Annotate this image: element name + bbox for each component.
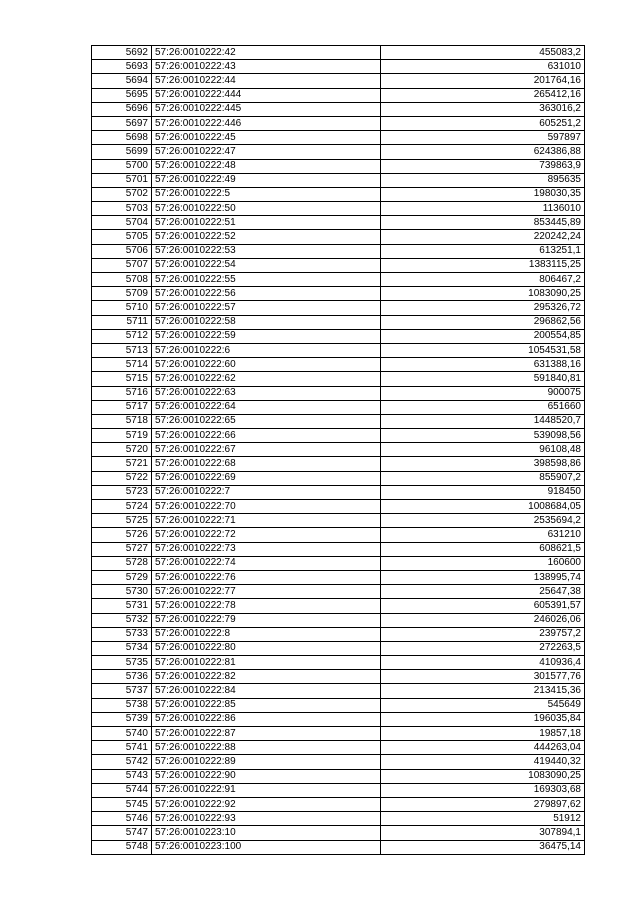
- cadastral-value-cell: 1383115,25: [381, 258, 585, 272]
- row-number-cell: 5730: [92, 585, 152, 599]
- table-row: [92, 741, 585, 755]
- table-row: [92, 812, 585, 826]
- table-row: [92, 88, 585, 102]
- cadastral-number-cell: 57:26:0010222:77: [152, 585, 381, 599]
- row-number-cell: 5738: [92, 698, 152, 712]
- cadastral-value-cell: 307894,1: [381, 826, 585, 840]
- row-number-cell: 5694: [92, 74, 152, 88]
- row-number-cell: 5737: [92, 684, 152, 698]
- table-row: [92, 131, 585, 145]
- cadastral-number-cell: 57:26:0010222:73: [152, 542, 381, 556]
- cadastral-number-cell: 57:26:0010222:54: [152, 258, 381, 272]
- row-number-cell: 5745: [92, 797, 152, 811]
- row-number-cell: 5726: [92, 528, 152, 542]
- table-row: [92, 627, 585, 641]
- cadastral-value-cell: 605391,57: [381, 599, 585, 613]
- row-number-cell: 5714: [92, 358, 152, 372]
- row-number-cell: 5735: [92, 656, 152, 670]
- cadastral-value-cell: 1008684,05: [381, 500, 585, 514]
- cadastral-value-cell: 160600: [381, 556, 585, 570]
- row-number-cell: 5747: [92, 826, 152, 840]
- row-number-cell: 5705: [92, 230, 152, 244]
- table-row: [92, 599, 585, 613]
- cadastral-number-cell: 57:26:0010222:63: [152, 386, 381, 400]
- cadastral-number-cell: 57:26:0010222:60: [152, 358, 381, 372]
- row-number-cell: 5727: [92, 542, 152, 556]
- table-row: [92, 273, 585, 287]
- cadastral-value-cell: 272263,5: [381, 641, 585, 655]
- table-row: [92, 202, 585, 216]
- row-number-cell: 5721: [92, 457, 152, 471]
- cadastral-number-cell: 57:26:0010222:6: [152, 343, 381, 357]
- cadastral-value-cell: 631010: [381, 60, 585, 74]
- row-number-cell: 5697: [92, 116, 152, 130]
- cadastral-value-cell: 200554,85: [381, 329, 585, 343]
- row-number-cell: 5734: [92, 641, 152, 655]
- cadastral-number-cell: 57:26:0010222:87: [152, 727, 381, 741]
- row-number-cell: 5736: [92, 670, 152, 684]
- row-number-cell: 5740: [92, 727, 152, 741]
- table-row: [92, 570, 585, 584]
- row-number-cell: 5696: [92, 102, 152, 116]
- cadastral-number-cell: 57:26:0010222:44: [152, 74, 381, 88]
- cadastral-number-cell: 57:26:0010222:7: [152, 485, 381, 499]
- cadastral-number-cell: 57:26:0010222:53: [152, 244, 381, 258]
- cadastral-value-cell: 591840,81: [381, 372, 585, 386]
- cadastral-value-cell: 279897,62: [381, 797, 585, 811]
- row-number-cell: 5732: [92, 613, 152, 627]
- table-row: [92, 102, 585, 116]
- row-number-cell: 5716: [92, 386, 152, 400]
- cadastral-number-cell: 57:26:0010222:79: [152, 613, 381, 627]
- cadastral-number-cell: 57:26:0010222:49: [152, 173, 381, 187]
- cadastral-number-cell: 57:26:0010222:45: [152, 131, 381, 145]
- cadastral-number-cell: 57:26:0010222:64: [152, 400, 381, 414]
- table-row: [92, 613, 585, 627]
- table-row: [92, 727, 585, 741]
- table-row: [92, 797, 585, 811]
- cadastral-number-cell: 57:26:0010222:72: [152, 528, 381, 542]
- cadastral-value-cell: 169303,68: [381, 783, 585, 797]
- row-number-cell: 5720: [92, 443, 152, 457]
- cadastral-value-cell: 597897: [381, 131, 585, 145]
- cadastral-number-cell: 57:26:0010222:5: [152, 187, 381, 201]
- cadastral-value-cell: 806467,2: [381, 273, 585, 287]
- cadastral-value-cell: 545649: [381, 698, 585, 712]
- cadastral-value-cell: 613251,1: [381, 244, 585, 258]
- cadastral-value-cell: 246026,06: [381, 613, 585, 627]
- row-number-cell: 5744: [92, 783, 152, 797]
- table-body: [92, 46, 585, 855]
- row-number-cell: 5717: [92, 400, 152, 414]
- row-number-cell: 5742: [92, 755, 152, 769]
- table-row: [92, 386, 585, 400]
- row-number-cell: 5728: [92, 556, 152, 570]
- table-row: [92, 173, 585, 187]
- cadastral-number-cell: 57:26:0010222:85: [152, 698, 381, 712]
- cadastral-value-cell: 265412,16: [381, 88, 585, 102]
- row-number-cell: 5711: [92, 315, 152, 329]
- table-row: [92, 216, 585, 230]
- table-row: [92, 258, 585, 272]
- cadastral-value-cell: 900075: [381, 386, 585, 400]
- cadastral-number-cell: 57:26:0010222:69: [152, 471, 381, 485]
- cadastral-value-cell: 213415,36: [381, 684, 585, 698]
- cadastral-value-cell: 539098,56: [381, 429, 585, 443]
- table-row: [92, 769, 585, 783]
- cadastral-value-cell: 855907,2: [381, 471, 585, 485]
- row-number-cell: 5702: [92, 187, 152, 201]
- cadastral-number-cell: 57:26:0010222:93: [152, 812, 381, 826]
- row-number-cell: 5695: [92, 88, 152, 102]
- table-row: [92, 684, 585, 698]
- row-number-cell: 5699: [92, 145, 152, 159]
- cadastral-value-cell: 220242,24: [381, 230, 585, 244]
- row-number-cell: 5693: [92, 60, 152, 74]
- cadastral-number-cell: 57:26:0010222:444: [152, 88, 381, 102]
- table-row: [92, 514, 585, 528]
- row-number-cell: 5704: [92, 216, 152, 230]
- cadastral-number-cell: 57:26:0010222:59: [152, 329, 381, 343]
- cadastral-value-cell: 96108,48: [381, 443, 585, 457]
- cadastral-number-cell: 57:26:0010222:52: [152, 230, 381, 244]
- table-row: [92, 656, 585, 670]
- table-row: [92, 343, 585, 357]
- cadastral-value-cell: 51912: [381, 812, 585, 826]
- table-row: [92, 585, 585, 599]
- cadastral-value-cell: 918450: [381, 485, 585, 499]
- row-number-cell: 5701: [92, 173, 152, 187]
- table-row: [92, 46, 585, 60]
- cadastral-number-cell: 57:26:0010222:71: [152, 514, 381, 528]
- row-number-cell: 5703: [92, 202, 152, 216]
- row-number-cell: 5729: [92, 570, 152, 584]
- row-number-cell: 5698: [92, 131, 152, 145]
- row-number-cell: 5719: [92, 429, 152, 443]
- table-row: [92, 145, 585, 159]
- row-number-cell: 5731: [92, 599, 152, 613]
- table-row: [92, 670, 585, 684]
- table-row: [92, 60, 585, 74]
- cadastral-value-cell: 296862,56: [381, 315, 585, 329]
- row-number-cell: 5725: [92, 514, 152, 528]
- cadastral-value-cell: 853445,89: [381, 216, 585, 230]
- cadastral-number-cell: 57:26:0010222:67: [152, 443, 381, 457]
- cadastral-number-cell: 57:26:0010222:82: [152, 670, 381, 684]
- cadastral-number-cell: 57:26:0010222:43: [152, 60, 381, 74]
- cadastral-number-cell: 57:26:0010222:88: [152, 741, 381, 755]
- table-row: [92, 301, 585, 315]
- cadastral-value-cell: 1136010: [381, 202, 585, 216]
- cadastral-number-cell: 57:26:0010222:68: [152, 457, 381, 471]
- row-number-cell: 5739: [92, 712, 152, 726]
- row-number-cell: 5692: [92, 46, 152, 60]
- row-number-cell: 5707: [92, 258, 152, 272]
- table-row: [92, 556, 585, 570]
- cadastral-value-cell: 198030,35: [381, 187, 585, 201]
- row-number-cell: 5710: [92, 301, 152, 315]
- row-number-cell: 5712: [92, 329, 152, 343]
- cadastral-value-cell: 36475,14: [381, 840, 585, 854]
- cadastral-value-cell: 1054531,58: [381, 343, 585, 357]
- cadastral-number-cell: 57:26:0010222:74: [152, 556, 381, 570]
- cadastral-value-cell: 624386,88: [381, 145, 585, 159]
- cadastral-value-cell: 295326,72: [381, 301, 585, 315]
- table-row: [92, 528, 585, 542]
- row-number-cell: 5733: [92, 627, 152, 641]
- row-number-cell: 5709: [92, 287, 152, 301]
- cadastral-value-cell: 1083090,25: [381, 287, 585, 301]
- cadastral-value-cell: 455083,2: [381, 46, 585, 60]
- table-row: [92, 187, 585, 201]
- row-number-cell: 5715: [92, 372, 152, 386]
- row-number-cell: 5724: [92, 500, 152, 514]
- cadastral-number-cell: 57:26:0010222:47: [152, 145, 381, 159]
- cadastral-number-cell: 57:26:0010222:62: [152, 372, 381, 386]
- table-row: [92, 485, 585, 499]
- cadastral-number-cell: 57:26:0010222:57: [152, 301, 381, 315]
- cadastral-number-cell: 57:26:0010223:100: [152, 840, 381, 854]
- cadastral-number-cell: 57:26:0010222:50: [152, 202, 381, 216]
- cadastral-number-cell: 57:26:0010222:92: [152, 797, 381, 811]
- cadastral-value-cell: 25647,38: [381, 585, 585, 599]
- cadastral-number-cell: 57:26:0010222:90: [152, 769, 381, 783]
- table-row: [92, 159, 585, 173]
- row-number-cell: 5723: [92, 485, 152, 499]
- cadastral-number-cell: 57:26:0010222:78: [152, 599, 381, 613]
- table-row: [92, 457, 585, 471]
- cadastral-number-cell: 57:26:0010223:10: [152, 826, 381, 840]
- row-number-cell: 5713: [92, 343, 152, 357]
- cadastral-number-cell: 57:26:0010222:42: [152, 46, 381, 60]
- cadastral-number-cell: 57:26:0010222:86: [152, 712, 381, 726]
- cadastral-number-cell: 57:26:0010222:81: [152, 656, 381, 670]
- table-row: [92, 116, 585, 130]
- row-number-cell: 5700: [92, 159, 152, 173]
- cadastral-value-cell: 1448520,7: [381, 414, 585, 428]
- row-number-cell: 5746: [92, 812, 152, 826]
- cadastral-value-cell: 19857,18: [381, 727, 585, 741]
- table-row: [92, 471, 585, 485]
- cadastral-value-cell: 363016,2: [381, 102, 585, 116]
- cadastral-number-cell: 57:26:0010222:446: [152, 116, 381, 130]
- cadastral-number-cell: 57:26:0010222:84: [152, 684, 381, 698]
- table-row: [92, 443, 585, 457]
- row-number-cell: 5706: [92, 244, 152, 258]
- cadastral-value-cell: 201764,16: [381, 74, 585, 88]
- cadastral-number-cell: 57:26:0010222:445: [152, 102, 381, 116]
- cadastral-value-cell: 631210: [381, 528, 585, 542]
- cadastral-value-cell: 605251,2: [381, 116, 585, 130]
- cadastral-number-cell: 57:26:0010222:65: [152, 414, 381, 428]
- cadastral-value-cell: 651660: [381, 400, 585, 414]
- table-row: [92, 783, 585, 797]
- cadastral-number-cell: 57:26:0010222:76: [152, 570, 381, 584]
- cadastral-value-cell: 419440,32: [381, 755, 585, 769]
- row-number-cell: 5748: [92, 840, 152, 854]
- table-row: [92, 840, 585, 854]
- cadastral-number-cell: 57:26:0010222:89: [152, 755, 381, 769]
- row-number-cell: 5718: [92, 414, 152, 428]
- row-number-cell: 5741: [92, 741, 152, 755]
- cadastral-value-cell: 2535694,2: [381, 514, 585, 528]
- cadastral-value-cell: 631388,16: [381, 358, 585, 372]
- cadastral-value-cell: 301577,76: [381, 670, 585, 684]
- table-row: [92, 74, 585, 88]
- table-row: [92, 826, 585, 840]
- table-row: [92, 400, 585, 414]
- cadastral-value-table: [91, 45, 585, 855]
- row-number-cell: 5722: [92, 471, 152, 485]
- cadastral-number-cell: 57:26:0010222:70: [152, 500, 381, 514]
- row-number-cell: 5743: [92, 769, 152, 783]
- cadastral-value-cell: 398598,86: [381, 457, 585, 471]
- cadastral-value-cell: 895635: [381, 173, 585, 187]
- cadastral-number-cell: 57:26:0010222:80: [152, 641, 381, 655]
- cadastral-number-cell: 57:26:0010222:55: [152, 273, 381, 287]
- row-number-cell: 5708: [92, 273, 152, 287]
- cadastral-value-cell: 444263,04: [381, 741, 585, 755]
- cadastral-number-cell: 57:26:0010222:66: [152, 429, 381, 443]
- table-row: [92, 315, 585, 329]
- table-row: [92, 542, 585, 556]
- table-row: [92, 755, 585, 769]
- table-row: [92, 372, 585, 386]
- table-row: [92, 698, 585, 712]
- cadastral-value-cell: 410936,4: [381, 656, 585, 670]
- table-row: [92, 500, 585, 514]
- table-row: [92, 429, 585, 443]
- cadastral-number-cell: 57:26:0010222:56: [152, 287, 381, 301]
- cadastral-value-cell: 239757,2: [381, 627, 585, 641]
- cadastral-value-cell: 1083090,25: [381, 769, 585, 783]
- table-row: [92, 244, 585, 258]
- cadastral-number-cell: 57:26:0010222:58: [152, 315, 381, 329]
- table-row: [92, 641, 585, 655]
- cadastral-value-cell: 138995,74: [381, 570, 585, 584]
- cadastral-value-cell: 608621,5: [381, 542, 585, 556]
- cadastral-value-cell: 739863,9: [381, 159, 585, 173]
- cadastral-number-cell: 57:26:0010222:91: [152, 783, 381, 797]
- cadastral-number-cell: 57:26:0010222:51: [152, 216, 381, 230]
- cadastral-value-cell: 196035,84: [381, 712, 585, 726]
- cadastral-number-cell: 57:26:0010222:48: [152, 159, 381, 173]
- table-row: [92, 358, 585, 372]
- table-row: [92, 414, 585, 428]
- cadastral-number-cell: 57:26:0010222:8: [152, 627, 381, 641]
- table-row: [92, 230, 585, 244]
- table-row: [92, 712, 585, 726]
- table-row: [92, 287, 585, 301]
- table-row: [92, 329, 585, 343]
